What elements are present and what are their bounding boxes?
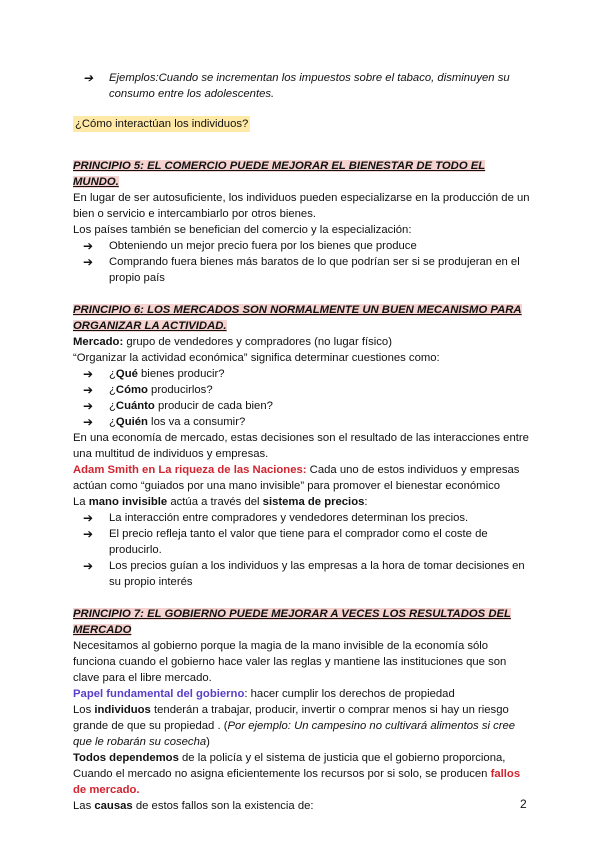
question-keyword: Cómo bbox=[115, 384, 148, 396]
list-item-text: Obteniendo un mejor precio fuera por los bienes que produce bbox=[109, 240, 417, 252]
market-economy-text: En una economía de mercado, estas decisiones son el resultado de las interacciones entre una multitud de individuos y empresas. bbox=[73, 432, 529, 460]
list-item bbox=[73, 366, 533, 382]
principle-5-heading: PRINCIPIO 5: EL COMERCIO PUEDE MEJORAR EL BIENESTAR DE TODO EL MUNDO. bbox=[73, 160, 486, 188]
invisible-hand-term: mano invisible bbox=[88, 496, 168, 508]
principle-7-paragraph-1: Necesitamos al gobierno porque la magia de la mano invisible de la economía sólo funciona cuando el gobierno hace valer las reglas y mantiene las instituciones que son clave para el libre mercado. bbox=[73, 640, 507, 684]
question-rest: los va a consumir? bbox=[147, 416, 246, 428]
government-role-text: : hacer cumplir los derechos de propiedad bbox=[244, 688, 455, 700]
market-failure-term: fallos de mercado. bbox=[73, 768, 521, 796]
list-item bbox=[73, 398, 533, 414]
government-role-label: Papel fundamental del gobierno bbox=[73, 688, 245, 700]
example-text: Cuando se incrementan los impuestos sobre el tabaco, disminuyen su consumo entre los adolescentes. bbox=[109, 72, 510, 100]
organize-text: “Organizar la actividad económica” significa determinar cuestiones como: bbox=[73, 352, 440, 364]
list-item bbox=[73, 414, 533, 430]
text-fragment: ) bbox=[206, 736, 210, 748]
text-fragment: tenderán a trabajar, producir, invertir o comprar menos si hay un riesgo grande de que su propiedad . ( bbox=[73, 704, 509, 732]
principle-7-section bbox=[73, 606, 533, 814]
list-item-text: El precio refleja tanto el valor que tiene para el comprador como el coste de producirlo. bbox=[109, 528, 488, 556]
text-fragment: Los bbox=[73, 704, 95, 716]
market-failure-paragraph bbox=[73, 766, 533, 798]
list-item-text: Comprando fuera bienes más baratos de lo que podrían ser si se produjeran en el propio país bbox=[109, 256, 520, 284]
list-item bbox=[73, 526, 533, 558]
question-keyword: Cuánto bbox=[115, 400, 155, 412]
text-fragment: Cuando el mercado no asigna eficientemente los recursos por si solo, se producen bbox=[73, 768, 491, 780]
principle-6-section bbox=[73, 302, 533, 590]
arrow-icon: ➔ bbox=[83, 399, 94, 413]
text-fragment: La bbox=[73, 496, 89, 508]
list-item-text: Los precios guían a los individuos y las empresas a la hora de tomar decisiones en su propio interés bbox=[109, 560, 525, 588]
list-item bbox=[73, 510, 533, 526]
list-item-text: La interacción entre compradores y vendedores determinan los precios. bbox=[109, 512, 469, 524]
text-fragment: de estos fallos son la existencia de: bbox=[132, 800, 314, 812]
arrow-icon: ➔ bbox=[83, 239, 94, 253]
adam-smith-paragraph bbox=[73, 462, 533, 494]
document-page bbox=[73, 70, 533, 814]
principle-5-paragraph-1: En lugar de ser autosuficiente, los individuos pueden especializarse en la producción de un bien o servicio e intercambiarlo por otros bienes. bbox=[73, 192, 530, 220]
list-item bbox=[73, 254, 533, 286]
market-definition-text: grupo de vendedores y compradores (no lugar físico) bbox=[123, 336, 392, 348]
question-mark: ¿ bbox=[109, 368, 116, 380]
causes-paragraph bbox=[73, 798, 533, 814]
list-item bbox=[73, 238, 533, 254]
text-fragment: : bbox=[364, 496, 368, 508]
question-keyword: Qué bbox=[115, 368, 138, 380]
adam-smith-text: Cada uno de estos individuos y empresas actúan como “guiados por una mano invisible” para promover el bienestar económico bbox=[73, 464, 520, 492]
question-mark: ¿ bbox=[109, 384, 116, 396]
dependence-term: Todos dependemos bbox=[73, 752, 179, 764]
text-fragment: Las bbox=[73, 800, 95, 812]
market-term: Mercado: bbox=[73, 336, 124, 348]
question-rest: producirlos? bbox=[147, 384, 213, 396]
causes-term: causas bbox=[94, 800, 133, 812]
dependence-paragraph bbox=[73, 750, 533, 766]
question-rest: bienes producir? bbox=[137, 368, 225, 380]
section-question: ¿Cómo interactúan los individuos? bbox=[75, 118, 249, 130]
arrow-icon: ➔ bbox=[83, 559, 94, 573]
list-item bbox=[73, 382, 533, 398]
arrow-icon: ➔ bbox=[83, 383, 94, 397]
text-fragment: de la policía y el sistema de justicia que el gobierno proporciona, bbox=[178, 752, 506, 764]
arrow-icon: ➔ bbox=[83, 255, 94, 269]
individuals-paragraph bbox=[73, 702, 533, 750]
individuals-term: individuos bbox=[94, 704, 151, 716]
question-rest: producir de cada bien? bbox=[154, 400, 273, 412]
principle-6-heading: PRINCIPIO 6: LOS MERCADOS SON NORMALMENTE UN BUEN MECANISMO PARA ORGANIZAR LA ACTIVIDAD. bbox=[73, 304, 522, 332]
principle-7-heading: PRINCIPIO 7: EL GOBIERNO PUEDE MEJORAR A VECES LOS RESULTADOS DEL MERCADO bbox=[73, 608, 511, 636]
market-definition bbox=[73, 334, 533, 350]
principle-5-section bbox=[73, 158, 533, 286]
example-label: Ejemplos: bbox=[109, 72, 159, 84]
page-number: 2 bbox=[520, 797, 527, 811]
list-item bbox=[73, 558, 533, 590]
arrow-icon: ➔ bbox=[83, 511, 94, 525]
example-text: Por ejemplo: Un campesino no cultivará alimentos si cree que le robarán su cosecha bbox=[73, 720, 516, 748]
example-item bbox=[73, 70, 533, 102]
question-mark: ¿ bbox=[109, 416, 116, 428]
price-system-term: sistema de precios bbox=[262, 496, 365, 508]
government-role bbox=[73, 686, 533, 702]
arrow-icon: ➔ bbox=[83, 367, 94, 381]
invisible-hand-paragraph bbox=[73, 494, 533, 510]
adam-smith-label: Adam Smith en La riqueza de las Naciones: bbox=[73, 464, 307, 476]
arrow-icon: ➔ bbox=[83, 527, 94, 541]
principle-5-paragraph-2: Los países también se benefician del comercio y la especialización: bbox=[73, 224, 412, 236]
question-keyword: Quién bbox=[115, 416, 148, 428]
text-fragment: actúa a través del bbox=[167, 496, 263, 508]
question-mark: ¿ bbox=[109, 400, 116, 412]
arrow-icon: ➔ bbox=[83, 71, 94, 85]
arrow-icon: ➔ bbox=[83, 415, 94, 429]
